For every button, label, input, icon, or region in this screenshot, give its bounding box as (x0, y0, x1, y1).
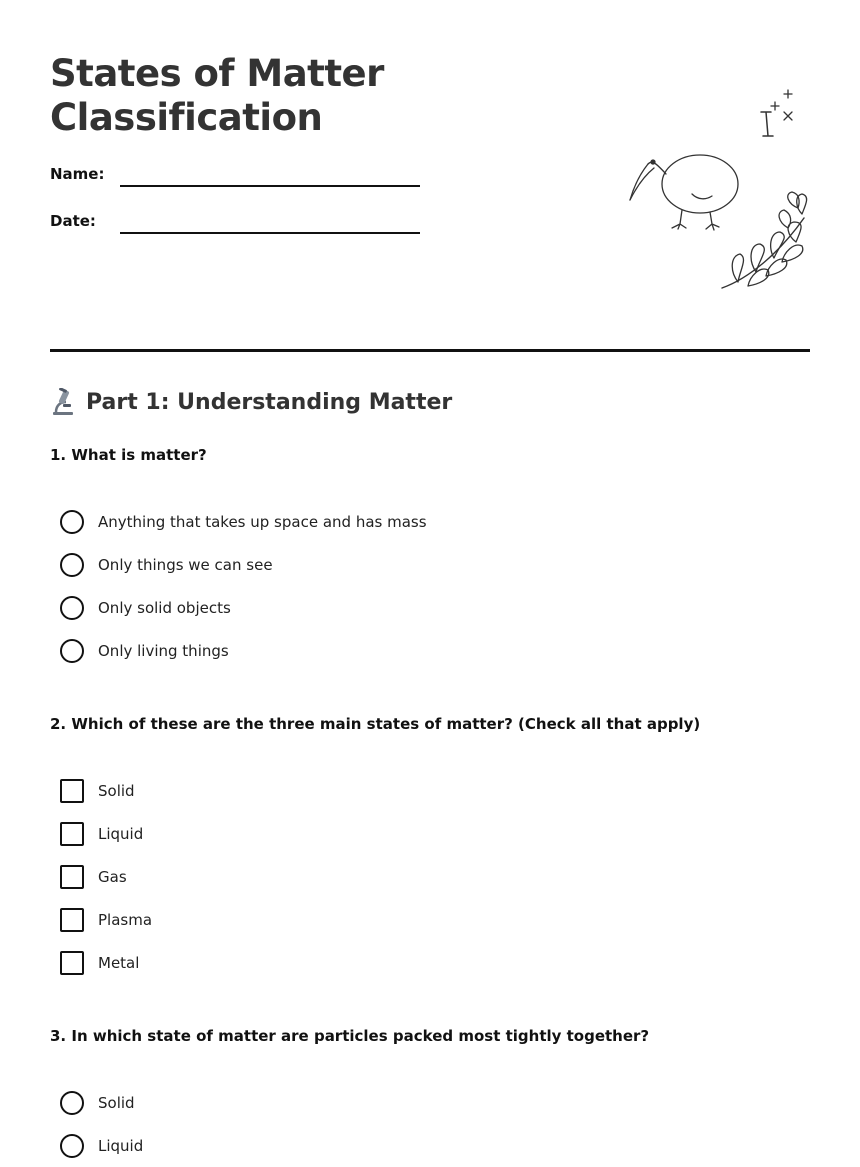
checkbox[interactable] (60, 951, 84, 975)
section-divider (50, 349, 810, 352)
question-3: 3. In which state of matter are particles packed most tightly together? (50, 1027, 650, 1045)
option-label: Liquid (98, 1136, 144, 1155)
part1-heading-text: Part 1: Understanding Matter (86, 389, 453, 415)
date-field-row (50, 211, 420, 231)
question-1-option-2[interactable] (60, 543, 427, 586)
radio-button[interactable] (60, 639, 84, 663)
question-3-options (60, 1081, 143, 1167)
radio-button[interactable] (60, 1134, 84, 1158)
question-1-option-3[interactable] (60, 586, 427, 629)
worksheet-header (50, 52, 810, 282)
checkbox[interactable] (60, 822, 84, 846)
question-1-option-1[interactable] (60, 500, 427, 543)
option-label: Only solid objects (98, 598, 231, 617)
question-3-option-1[interactable] (60, 1081, 143, 1124)
radio-button[interactable] (60, 510, 84, 534)
name-field[interactable] (120, 165, 420, 187)
option-label: Liquid (98, 824, 144, 843)
part1-heading (50, 388, 452, 416)
question-2-option-1[interactable] (60, 769, 152, 812)
date-label: Date: (50, 212, 96, 230)
question-2-option-4[interactable] (60, 898, 152, 941)
question-1: 1. What is matter? (50, 446, 207, 464)
page-title: States of Matter Classification (50, 52, 384, 139)
question-2-option-2[interactable] (60, 812, 152, 855)
name-field-row (50, 164, 420, 184)
sparkle-stars-icon (761, 90, 792, 136)
radio-button[interactable] (60, 596, 84, 620)
option-label: Solid (98, 781, 135, 800)
question-1-options (60, 500, 427, 672)
checkbox[interactable] (60, 908, 84, 932)
name-label: Name: (50, 165, 105, 183)
option-label: Only things we can see (98, 555, 273, 574)
question-2-option-5[interactable] (60, 941, 152, 984)
kiwi-fern-illustration (570, 82, 810, 292)
option-label: Metal (98, 953, 140, 972)
option-label: Plasma (98, 910, 153, 929)
option-label: Solid (98, 1093, 135, 1112)
question-2-options (60, 769, 152, 984)
radio-button[interactable] (60, 1091, 84, 1115)
checkbox[interactable] (60, 779, 84, 803)
option-label: Only living things (98, 641, 229, 660)
checkbox[interactable] (60, 865, 84, 889)
question-2: 2. Which of these are the three main states of matter? (Check all that apply) (50, 715, 701, 733)
date-field[interactable] (120, 212, 420, 234)
kiwi-bird-icon (630, 155, 738, 230)
question-2-option-3[interactable] (60, 855, 152, 898)
question-1-option-4[interactable] (60, 629, 427, 672)
option-label: Gas (98, 867, 127, 886)
fern-leaf-icon (722, 192, 807, 288)
microscope-icon (50, 388, 76, 416)
radio-button[interactable] (60, 553, 84, 577)
option-label: Anything that takes up space and has mass (98, 512, 427, 531)
